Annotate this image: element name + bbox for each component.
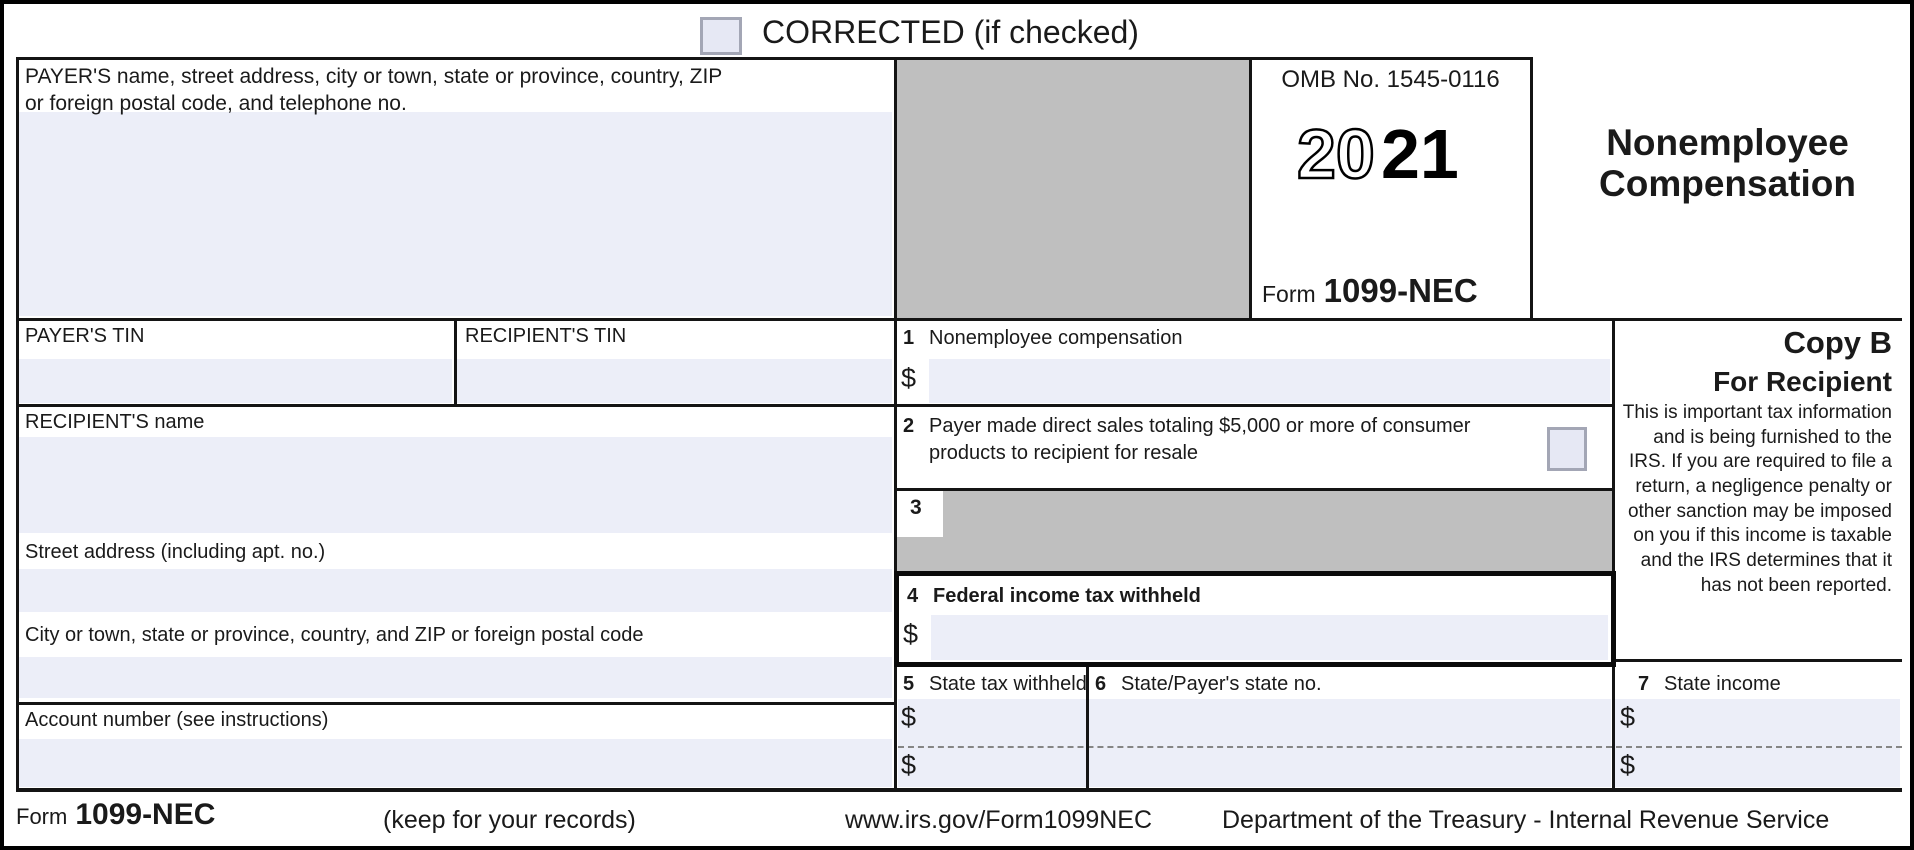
border-line xyxy=(16,788,1902,792)
form-title: Nonemployee Compensation xyxy=(1599,122,1856,205)
box-5-text: State tax withheld xyxy=(929,673,1087,695)
box-5-number: 5 xyxy=(903,673,915,695)
border-line xyxy=(1614,659,1902,662)
dashed-divider xyxy=(1616,746,1902,748)
corrected-checkbox[interactable] xyxy=(700,17,742,55)
box-1-text: Nonemployee compensation xyxy=(929,327,1183,349)
payer-tin-label: PAYER'S TIN xyxy=(25,325,145,347)
payer-tin-field[interactable] xyxy=(19,359,452,403)
recipient-name-label: RECIPIENT'S name xyxy=(25,411,205,433)
corrected-label: CORRECTED (if checked) xyxy=(762,14,1139,50)
street-address-label: Street address (including apt. no.) xyxy=(25,541,326,563)
account-number-label: Account number (see instructions) xyxy=(25,709,329,731)
dollar-sign: $ xyxy=(901,750,917,780)
box-2-text: Payer made direct sales totaling $5,000 or more of consumer products to recipient for resale xyxy=(929,415,1471,464)
city-state-zip-field[interactable] xyxy=(19,657,892,698)
copy-b-title: Copy B xyxy=(1783,325,1892,360)
account-number-field[interactable] xyxy=(19,739,892,787)
keep-for-records-note: (keep for your records) xyxy=(383,806,636,834)
shaded-area-top xyxy=(897,59,1249,318)
payer-info-label: PAYER'S name, street address, city or town, state or province, country, ZIP or foreign postal code, and telephone no. xyxy=(25,65,722,116)
box-2-number: 2 xyxy=(903,415,915,437)
dashed-divider xyxy=(898,746,1612,748)
copy-b-notice: This is important tax information and is being furnished to the IRS. If you are required to file a return, a negligence penalty or other sanction may be imposed on you if this income is taxable and the IRS determines that it has not been reported. xyxy=(1622,402,1892,596)
box-3-shaded-area xyxy=(897,490,1612,572)
footer-form-number xyxy=(16,798,215,832)
dollar-sign: $ xyxy=(1620,750,1636,780)
box-5-6-amount-fields[interactable] xyxy=(898,699,1611,787)
box-4-number: 4 xyxy=(907,585,919,607)
box-1-number: 1 xyxy=(903,327,915,349)
dollar-sign: $ xyxy=(1620,702,1636,732)
box-6-label xyxy=(1095,671,1495,698)
box-1-amount-field[interactable] xyxy=(929,359,1610,403)
omb-form-number xyxy=(1262,272,1478,310)
box-6-text: State/Payer's state no. xyxy=(1121,673,1322,695)
form-number: 1099-NEC xyxy=(1323,272,1478,309)
border-line xyxy=(454,318,457,404)
border-line xyxy=(896,488,1614,491)
form-number: 1099-NEC xyxy=(75,798,216,831)
dollar-sign: $ xyxy=(901,363,917,393)
box-7-text: State income xyxy=(1664,673,1781,695)
recipient-tin-label: RECIPIENT'S TIN xyxy=(465,325,627,347)
box-4-text: Federal income tax withheld xyxy=(933,585,1201,607)
border-line xyxy=(1530,57,1533,318)
border-line xyxy=(16,702,896,705)
box-7-number: 7 xyxy=(1638,673,1650,695)
recipient-tin-field[interactable] xyxy=(457,359,892,403)
form-word: Form xyxy=(1262,281,1316,307)
department-label: Department of the Treasury - Internal Revenue Service xyxy=(1222,806,1830,834)
box-2-label xyxy=(903,413,1543,467)
irs-website-link[interactable]: www.irs.gov/Form1099NEC xyxy=(845,806,1153,834)
box-4-label xyxy=(907,583,1567,610)
tax-year-outline-digits: 20 xyxy=(1297,116,1375,193)
border-line xyxy=(1612,318,1615,789)
border-line xyxy=(16,57,19,789)
recipient-name-field[interactable] xyxy=(19,437,892,533)
city-state-zip-label: City or town, state or province, country, and ZIP or foreign postal code xyxy=(25,624,644,646)
tax-year-bold-digits: 21 xyxy=(1381,116,1459,193)
box-2-checkbox[interactable] xyxy=(1547,427,1587,471)
box-3-number: 3 xyxy=(910,496,922,519)
box-5-label xyxy=(903,671,1087,698)
border-line xyxy=(894,57,897,789)
box-6-number: 6 xyxy=(1095,673,1107,695)
box-1-label xyxy=(903,325,1563,352)
street-address-field[interactable] xyxy=(19,569,892,612)
payer-info-field[interactable] xyxy=(19,112,892,316)
copy-b-block xyxy=(1620,325,1892,599)
border-line xyxy=(1249,57,1252,318)
box-7-label xyxy=(1638,671,1888,698)
form-word: Form xyxy=(16,804,68,829)
border-line xyxy=(16,57,1532,60)
border-line xyxy=(16,318,1902,321)
dollar-sign: $ xyxy=(903,619,919,649)
omb-number: OMB No. 1545-0116 xyxy=(1281,66,1500,93)
border-line xyxy=(16,404,1614,407)
copy-b-subtitle: For Recipient xyxy=(1713,366,1892,397)
dollar-sign: $ xyxy=(901,702,917,732)
tax-year xyxy=(1295,116,1505,196)
box-7-amount-fields[interactable] xyxy=(1615,699,1900,787)
